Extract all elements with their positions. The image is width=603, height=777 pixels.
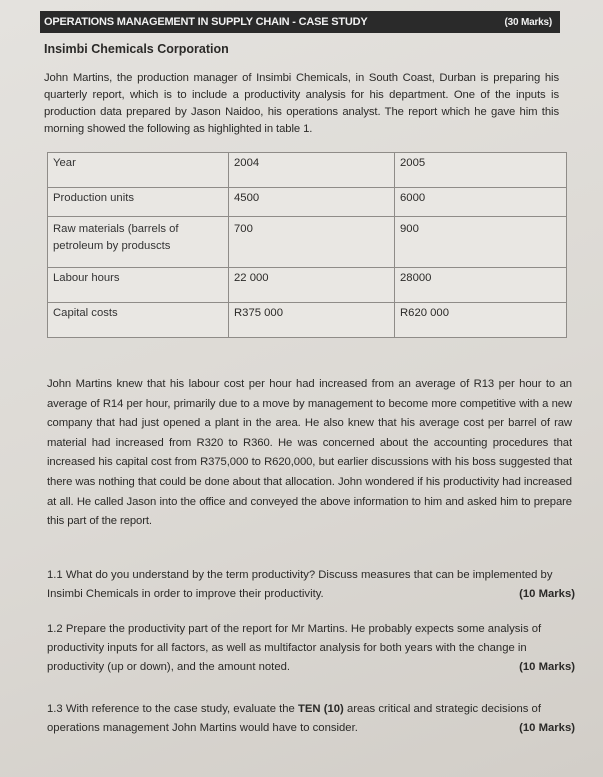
table-header-cell: 2004 bbox=[229, 153, 395, 188]
question-emphasis: TEN (10) bbox=[297, 703, 344, 715]
total-marks: (30 Marks) bbox=[504, 17, 552, 28]
table-cell: 28000 bbox=[395, 268, 567, 303]
header-bar bbox=[40, 11, 560, 33]
table-cell: Labour hours bbox=[48, 268, 229, 303]
case-study-title: OPERATIONS MANAGEMENT IN SUPPLY CHAIN - CASE STUDY bbox=[44, 16, 368, 28]
table-cell: 6000 bbox=[395, 188, 567, 217]
table-row bbox=[48, 217, 567, 268]
table-cell: 700 bbox=[229, 217, 395, 268]
question-marks: (10 Marks) bbox=[519, 661, 575, 673]
question-marks: (10 Marks) bbox=[519, 588, 575, 600]
table-header-row bbox=[48, 153, 567, 188]
table-cell: Production units bbox=[48, 188, 229, 217]
question-text: 1.2 Prepare the productivity part of the report for Mr Martins. He probably expects some analysis of productivity inputs for all factors, as well as multifactor analysis for both years with the change in productivity (up or down), and the amount noted. bbox=[47, 623, 542, 673]
intro-paragraph: John Martins, the production manager of Insimbi Chemicals, in South Coast, Durban is preparing his quarterly report, which is to include a productivity analysis for his department. One of the inputs is production data prepared by Jason Naidoo, his operations analyst. The report which he gave him this morning showed the following as highlighted in table 1. bbox=[44, 72, 559, 135]
table-row bbox=[48, 188, 567, 217]
table-cell: R620 000 bbox=[395, 303, 567, 338]
table-cell: 22 000 bbox=[229, 268, 395, 303]
question-text: 1.1 What do you understand by the term productivity? Discuss measures that can be implemented by Insimbi Chemicals in order to improve their productivity. bbox=[47, 569, 553, 600]
question-1-1 bbox=[47, 566, 575, 604]
table-cell: Capital costs bbox=[48, 303, 229, 338]
table-cell: R375 000 bbox=[229, 303, 395, 338]
case-body-paragraph: John Martins knew that his labour cost per hour had increased from an average of R13 per hour to an average of R14 per hour, primarily due to a move by management to become more competitive with a new company that had just opened a plant in the area. He also knew that his average cost per barrel of raw material had increased from R320 to R360. He was concerned about the accounting procedures that increased his capital cost from R375,000 to R620,000, but earlier discussions with his boss suggested that there was nothing that could be done about that allocation. John wondered if his productivity had increased at all. He called Jason into the office and conveyed the above information to him and asked him to prepare this part of the report. bbox=[47, 378, 572, 528]
table-cell: 4500 bbox=[229, 188, 395, 217]
table-row bbox=[48, 268, 567, 303]
productivity-table bbox=[47, 152, 567, 338]
table-cell: Raw materials (barrels of petroleum by produscts bbox=[48, 217, 229, 268]
table-row bbox=[48, 303, 567, 338]
question-text: areas critical and strategic decisions of operations management John Martins would have to consider. bbox=[47, 703, 541, 734]
company-heading: Insimbi Chemicals Corporation bbox=[44, 42, 229, 56]
question-1-2 bbox=[47, 620, 575, 677]
table-header-cell: 2005 bbox=[395, 153, 567, 188]
question-1-3 bbox=[47, 700, 575, 738]
table-header-cell: Year bbox=[48, 153, 229, 188]
question-text: 1.3 With reference to the case study, evaluate the bbox=[47, 703, 298, 715]
table-cell: 900 bbox=[395, 217, 567, 268]
question-marks: (10 Marks) bbox=[519, 722, 575, 734]
